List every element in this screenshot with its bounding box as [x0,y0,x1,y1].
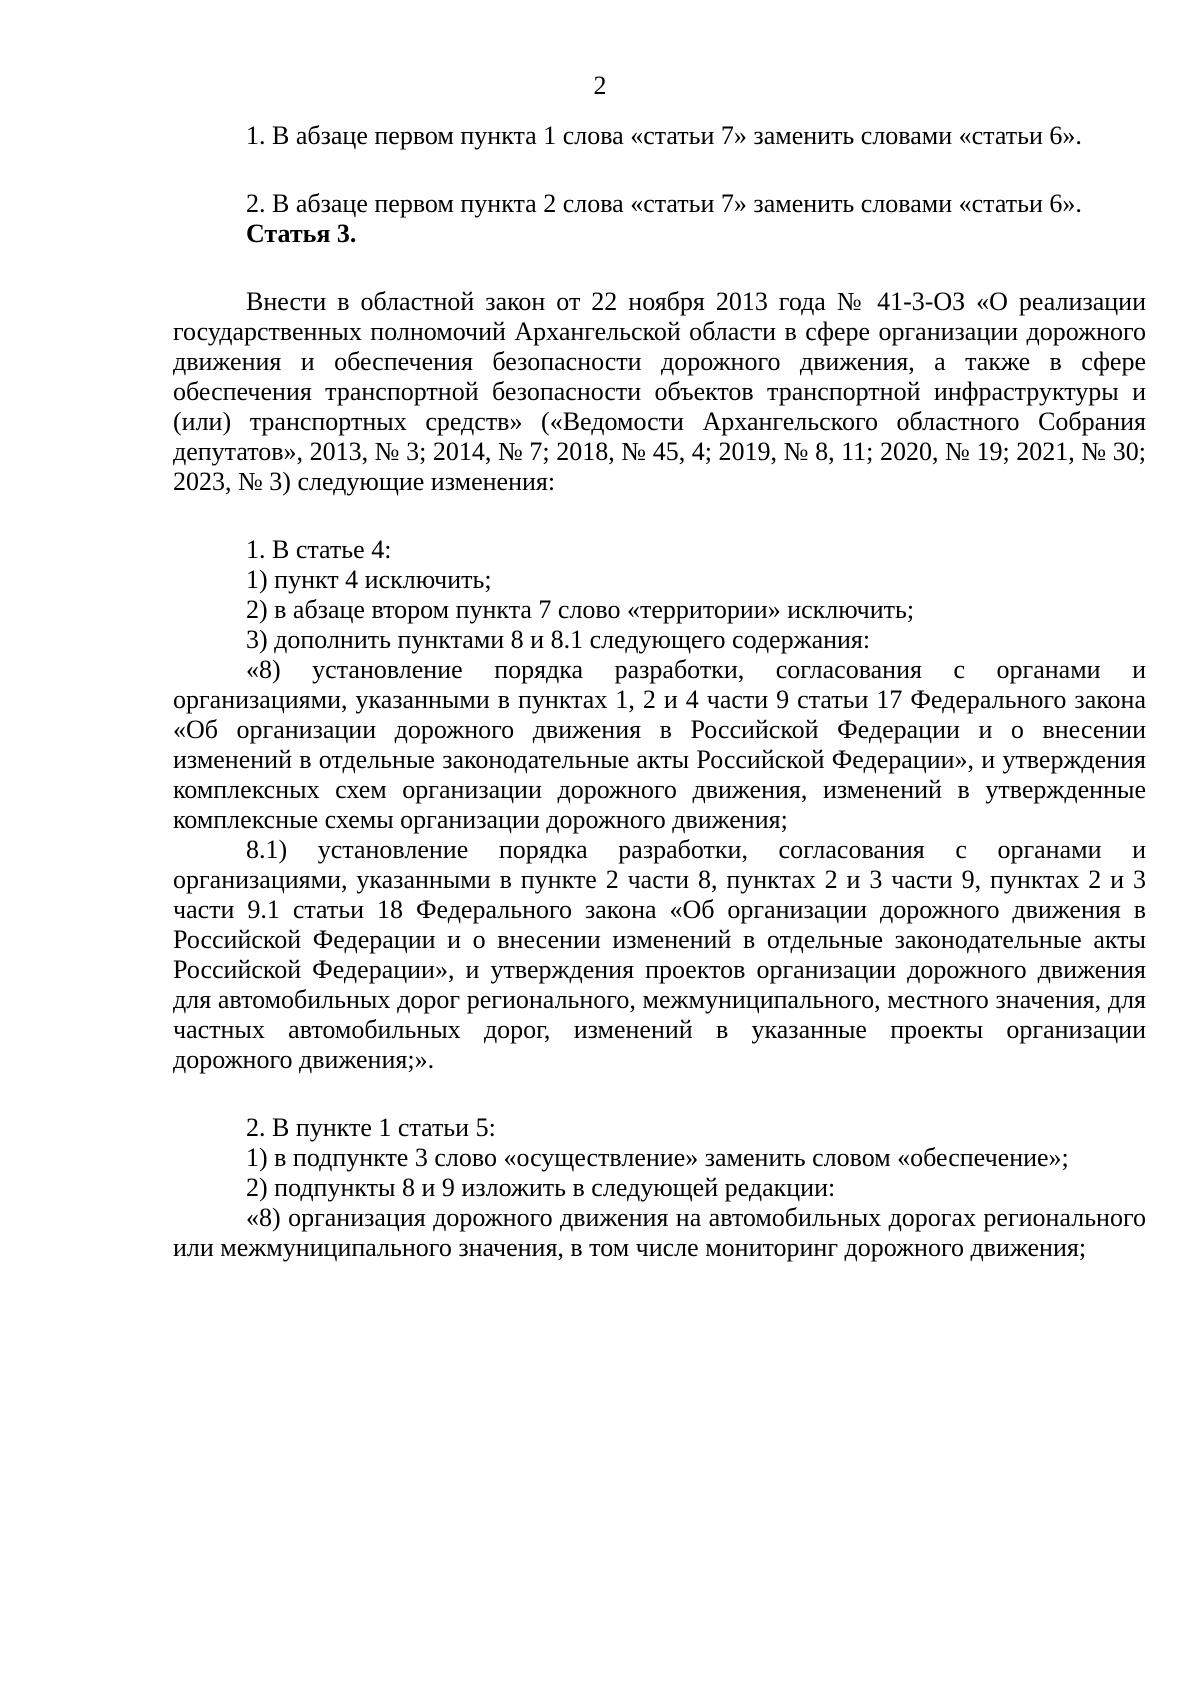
article-heading: Статья 3. [246,219,357,248]
section-2-heading: 2. В пункте 1 статьи 5: [246,1113,496,1142]
amendment-item-2: 2. В абзаце первом пункта 2 слова «статьи 7» заменить словами «статьи 6». [246,189,1082,218]
page-number: 2 [593,71,607,100]
quoted-subpoint-8: «8) организация дорожного движения на автомобильных дорогах регионального или межмуниципального значения, в том числе мониторинг дорожного движения; [173,1203,1146,1262]
quoted-point-8: «8) установление порядка разработки, согласования с органами и организациями, указанными в пунктах 1, 2 и 4 части 9 статьи 17 Федерального закона «Об организации дорожного движения в Российской Федерации и о внесении изменений в отдельные законодательные акты Российской Федерации», и утверждения комплексных схем организации дорожного движения, изменений в утвержденные комплексные схемы организации дорожного движения; [173,655,1146,834]
section-2-item-2: 2) подпункты 8 и 9 изложить в следующей редакции: [246,1173,836,1202]
document-body [173,121,1146,1263]
quoted-point-8-1: 8.1) установление порядка разработки, согласования с органами и организациями, указанными в пункте 2 части 8, пунктах 2 и 3 части 9, пунктах 2 и 3 части 9.1 статьи 18 Федерального закона «Об организации дорожного движения в Российской Федерации и о внесении изменений в отдельные законодательные акты Российской Федерации», и утверждения проектов организации дорожного движения для автомобильных дорог регионального, межмуниципального, местного значения, для частных автомобильных дорог, изменений в указанные проекты организации дорожного движения;». [173,835,1146,1074]
article-intro-paragraph: Внести в областной закон от 22 ноября 2013 года № 41-3-ОЗ «О реализации государственных полномочий Архангельской области в сфере организации дорожного движения и обеспечения безопасности дорожного движения, а также в сфере обеспечения транспортной безопасности объектов транспортной инфраструктуры и (или) транспортных средств» («Ведомости Архангельского областного Собрания депутатов», 2013, № 3; 2014, № 7; 2018, № 45, 4; 2019, № 8, 11; 2020, № 19; 2021, № 30; 2023, № 3) следующие изменения: [173,287,1146,496]
section-2-item-1: 1) в подпункте 3 слово «осуществление» заменить словом «обеспечение»; [246,1143,1069,1172]
amendment-item-1: 1. В абзаце первом пункта 1 слова «статьи 7» заменить словами «статьи 6». [246,121,1082,150]
section-1-item-2: 2) в абзаце втором пункта 7 слово «территории» исключить; [246,595,915,624]
section-1-item-3: 3) дополнить пунктами 8 и 8.1 следующего содержания: [246,625,871,654]
section-1-heading: 1. В статье 4: [246,535,392,564]
section-1-item-1: 1) пункт 4 исключить; [246,565,492,594]
